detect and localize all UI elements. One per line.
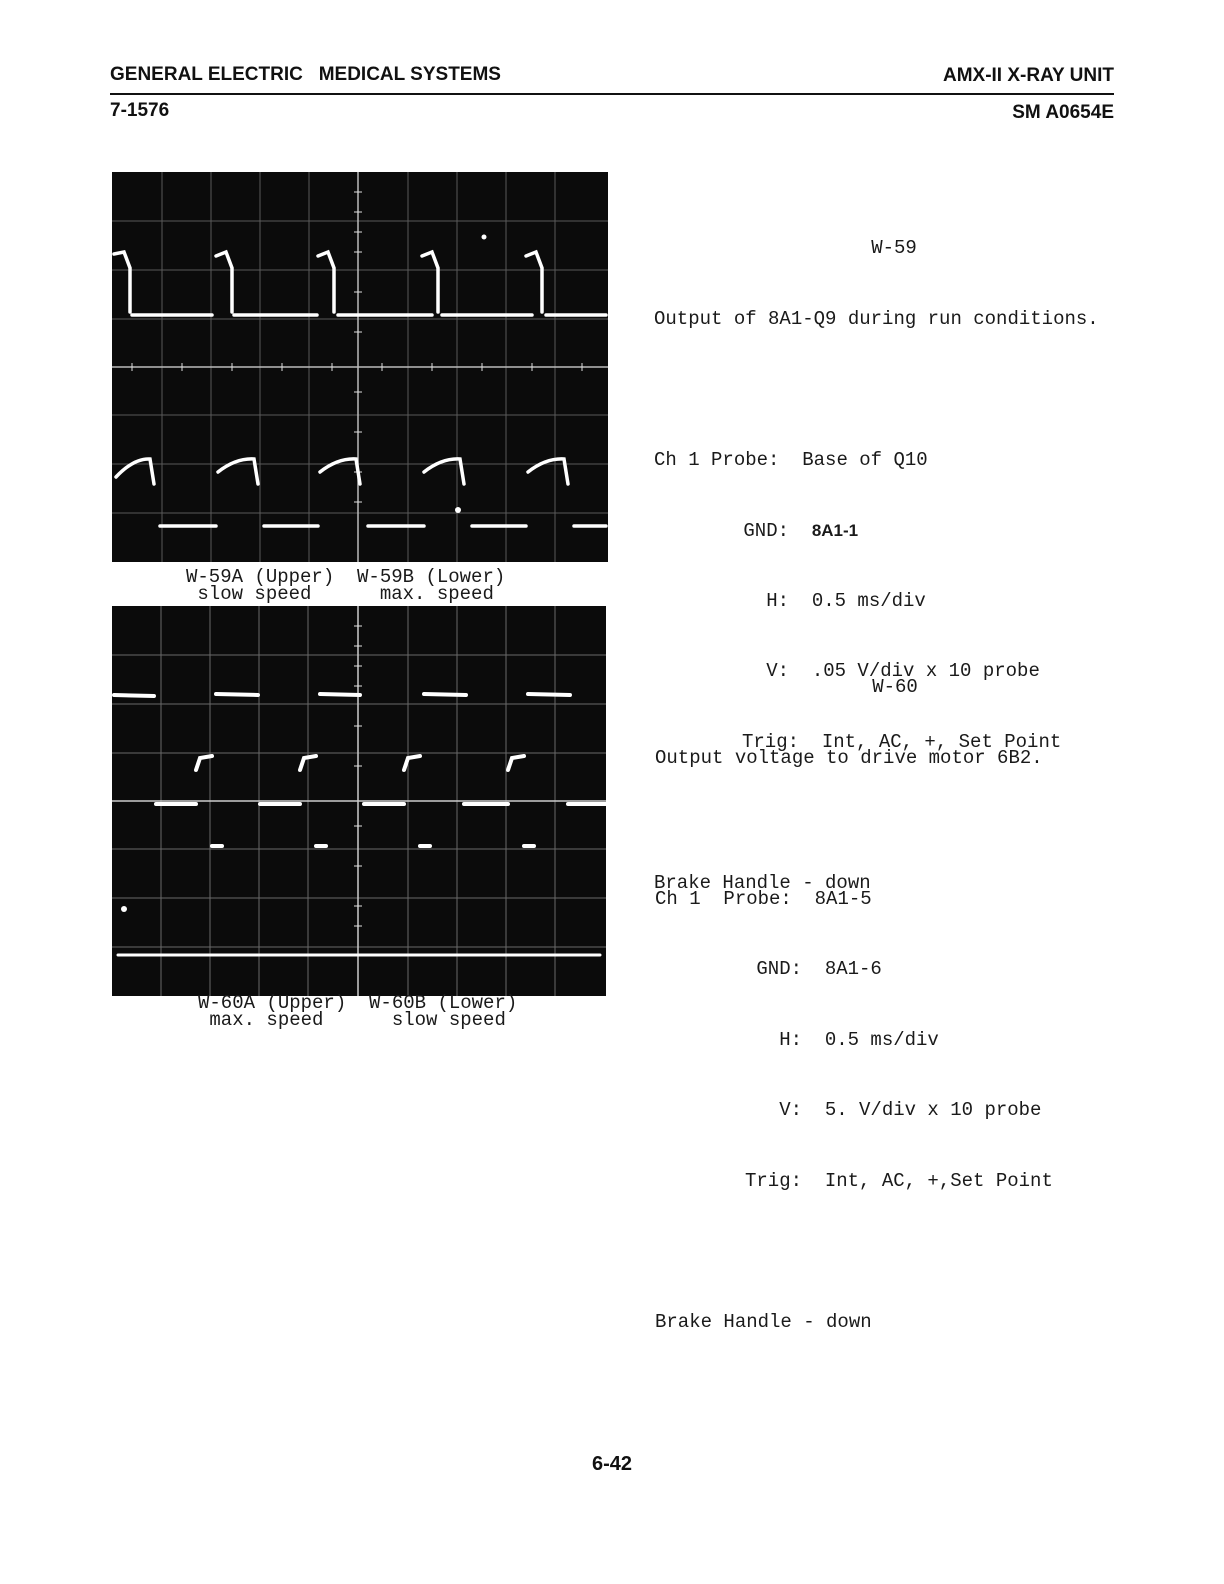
oscilloscope-photo-w60 — [112, 606, 606, 996]
w60-note: Brake Handle - down — [655, 1310, 872, 1333]
w60-probe-label: Probe: — [723, 887, 792, 910]
w59-probe-row — [654, 449, 1134, 473]
w60-ch-label: Ch 1 — [655, 887, 701, 910]
w59-description: Output of 8A1-Q9 during run conditions. — [654, 307, 1099, 330]
w59-gnd-value: 8A1-1 — [811, 521, 859, 540]
w59-v-label: V: — [766, 660, 789, 682]
header-company — [110, 64, 501, 86]
w59-v-value: .05 V/div x 10 probe — [811, 660, 1040, 682]
w60-h-value: 0.5 ms/div — [824, 1028, 939, 1051]
header-rule — [110, 93, 1114, 95]
w60-trace-image — [112, 606, 606, 996]
w60-settings — [655, 629, 1135, 1358]
w59-gnd-label: GND: — [743, 520, 789, 542]
w59-gnd-row — [654, 519, 1134, 543]
w60-caption — [198, 992, 518, 1031]
w59-probe-label: Probe: — [711, 448, 780, 471]
w60-v-label: V: — [779, 1099, 802, 1121]
w60-probe-value: 8A1-5 — [814, 887, 872, 910]
w60-caption-line2: max. speed slow speed — [198, 1009, 506, 1031]
w60-probe-row — [655, 888, 1135, 912]
w60-gnd-value: 8A1-6 — [824, 958, 882, 980]
w59-ch-label: Ch 1 — [654, 448, 700, 471]
company-name: GENERAL ELECTRIC — [110, 64, 303, 85]
w60-caption-line1: W-60A (Upper) W-60B (Lower) — [198, 992, 518, 1014]
w60-trig-row — [655, 1170, 1135, 1194]
w59-h-label: H: — [766, 589, 789, 612]
w60-description: Output voltage to drive motor 6B2. — [655, 746, 1043, 769]
w59-h-value: 0.5 ms/div — [811, 589, 926, 612]
w59-h-row — [654, 590, 1134, 614]
w60-gnd-label: GND: — [756, 958, 802, 980]
manual-number: SM A0654E — [1012, 102, 1114, 123]
w59-caption — [186, 566, 506, 605]
division-name: MEDICAL SYSTEMS — [318, 64, 501, 85]
w60-trig-label: Trig: — [744, 1169, 802, 1192]
w59-trace-image — [112, 172, 608, 562]
w59-note: Brake Handle - down — [654, 871, 871, 894]
w59-trig-label: Trig: — [741, 730, 799, 753]
w60-title: W-60 — [872, 676, 918, 698]
w59-caption-line2: slow speed max. speed — [186, 583, 494, 605]
w59-caption-line1: W-59A (Upper) W-59B (Lower) — [186, 566, 506, 588]
w60-h-row — [655, 1029, 1135, 1053]
w60-trig-value: Int, AC, +,Set Point — [824, 1169, 1053, 1192]
page-number: 6-42 — [591, 1453, 633, 1475]
w59-trig-value: Int, AC, +, Set Point — [821, 730, 1062, 753]
w60-gnd-row — [655, 958, 1135, 982]
w60-h-label: H: — [779, 1028, 802, 1051]
w60-v-row — [655, 1099, 1135, 1123]
w60-v-value: 5. V/div x 10 probe — [824, 1099, 1042, 1121]
w59-probe-value: Base of Q10 — [802, 448, 928, 471]
oscilloscope-photo-w59 — [112, 172, 608, 562]
header-product: AMX-II X-RAY UNIT — [942, 65, 1114, 86]
doc-number: 7-1576 — [110, 100, 170, 121]
w59-title: W-59 — [871, 237, 917, 259]
